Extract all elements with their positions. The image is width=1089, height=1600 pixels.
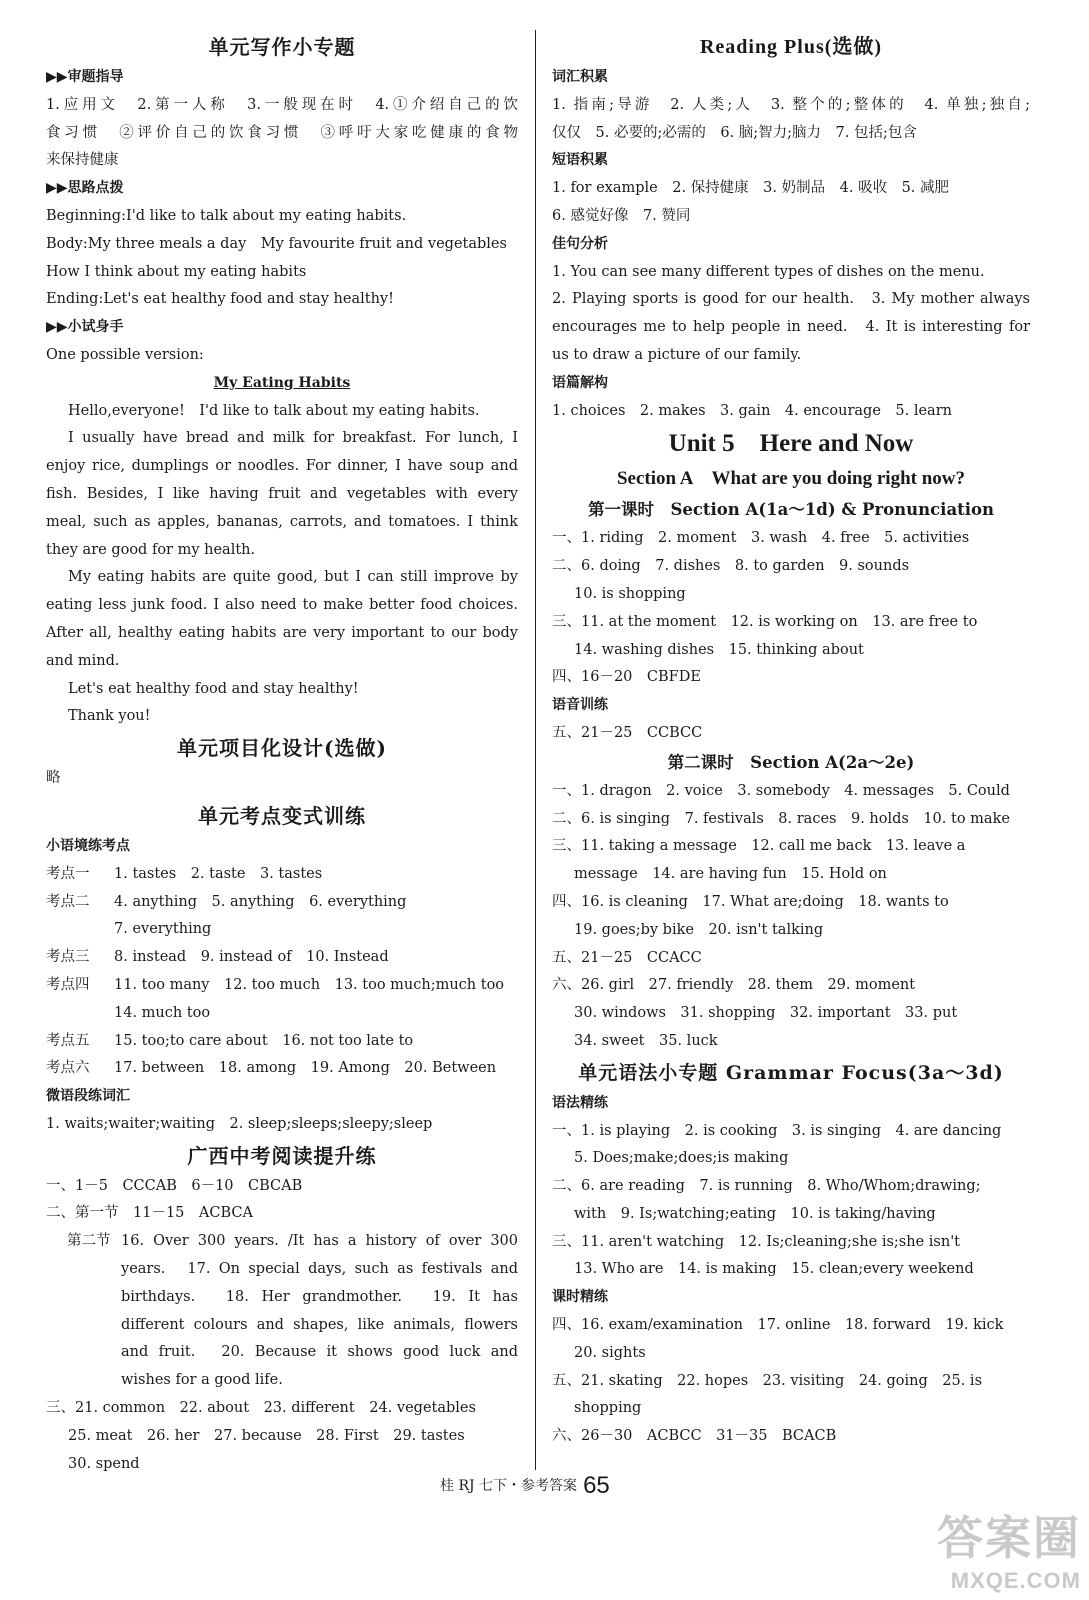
part2-line: years. 17. On special days, such as festivals and [121, 1261, 518, 1278]
essay-line: eating less junk food. I also need to make better food choices. [46, 597, 518, 614]
project-section-title: 单元项目化设计(选做) [177, 736, 387, 761]
phrase-line: 6. 感觉好像 7. 赞同 [552, 207, 691, 224]
reading-answer-line: 一、1－5 CCCAB 6－10 CBCAB [46, 1177, 303, 1194]
grammar-answer-line: 一、1. is playing 2. is cooking 3. is singing 4. are dancing [552, 1122, 1002, 1139]
watermark-logo-text: 答案圈 [937, 1512, 1081, 1564]
task-guide-line: 来保持健康 [46, 152, 119, 169]
part2-line: and fruit. 20. Because it shows good luck and [121, 1344, 518, 1361]
essay-line: they are good for my health. [46, 541, 256, 558]
key-point-answers: 15. too;to care about 16. not too late to [114, 1032, 414, 1049]
essay-title: My Eating Habits [213, 374, 351, 391]
essay-line: After all, healthy eating habits are very important to our body [46, 624, 518, 641]
part2-line: 16. Over 300 years. /It has a history of over 300 [121, 1233, 518, 1250]
ideas-heading: ▶▶思路点拨 [46, 180, 124, 197]
lesson1-answer-line: 二、6. doing 7. dishes 8. to garden 9. sounds [552, 558, 910, 575]
column-divider [535, 30, 536, 1470]
key-point-answers: 17. between 18. among 19. Among 20. Between [114, 1060, 497, 1077]
grammar-answer-line: 三、11. aren't watching 12. Is;cleaning;she is;she isn't [552, 1233, 961, 1250]
sentence-line: 1. You can see many different types of dishes on the menu. [552, 263, 985, 280]
sentence-line: 2. Playing sports is good for our health. 3. My mother always [552, 291, 1030, 308]
lesson2-answer-line: 30. windows 31. shopping 32. important 33. put [574, 1005, 958, 1022]
essay-line: Thank you! [68, 708, 151, 725]
watermark [937, 1502, 1081, 1594]
part3-line: 三、21. common 22. about 23. different 24. vegetables [46, 1400, 476, 1417]
essay-line: Let's eat healthy food and stay healthy! [68, 680, 359, 697]
micro-heading: 微语段练词汇 [46, 1088, 130, 1105]
key-point-row [46, 861, 518, 889]
watermark-url: MXQE.COM [950, 1568, 1081, 1593]
unit-title: Unit 5 Here and Now [668, 430, 914, 458]
lesson2-answer-line: 34. sweet 35. luck [574, 1032, 718, 1049]
grammar-answer-line: 13. Who are 14. is making 15. clean;every weekend [574, 1261, 974, 1278]
right-column [552, 30, 1030, 1451]
lesson-practice-heading: 课时精练 [552, 1289, 608, 1306]
key-point-label: 考点六 [46, 1060, 90, 1077]
task-guide-heading: ▶▶审题指导 [46, 69, 124, 85]
grammar-answer-line: with 9. Is;watching;eating 10. is taking/having [574, 1205, 936, 1222]
part2-line: wishes for a good life. [121, 1372, 283, 1389]
grammar-section-title: 单元语法小专题 Grammar Focus(3a～3d) [578, 1061, 1004, 1084]
lesson2-answer-line: 四、16. is cleaning 17. What are;doing 18. wants to [552, 893, 949, 910]
key-point-label: 考点四 [46, 976, 90, 993]
lesson-practice-line: shopping [574, 1400, 642, 1417]
key-point-answers: 8. instead 9. instead of 10. Instead [114, 949, 389, 966]
sentence-line: us to draw a picture of our family. [552, 346, 802, 363]
context-heading: 小语境练考点 [46, 837, 130, 854]
sentence-heading: 佳句分析 [552, 235, 608, 252]
part2-answers [121, 1228, 518, 1395]
lesson2-answer-line: 二、6. is singing 7. festivals 8. races 9. holds 10. to make [552, 810, 1010, 827]
writing-section-title: 单元写作小专题 [208, 35, 356, 59]
discourse-heading: 语篇解构 [552, 374, 608, 391]
pronunciation-answers: 五、21－25 CCBCC [552, 724, 703, 741]
part3-line: 25. meat 26. her 27. because 28. First 29. tastes [68, 1427, 465, 1444]
vocab-line: 仅仅 5. 必要的;必需的 6. 脑;智力;脑力 7. 包括;包含 [552, 124, 917, 141]
lesson2-answer-line: 一、1. dragon 2. voice 3. somebody 4. messages 5. Could [552, 782, 1010, 799]
page-footer [440, 1472, 610, 1500]
part2-line: birthdays. 18. Her grandmother. 19. It has [121, 1288, 518, 1305]
grammar-answer-line: 二、6. are reading 7. is running 8. Who/Whom;drawing; [552, 1178, 981, 1195]
key-point-answers: 4. anything 5. anything 6. everything [114, 893, 407, 910]
grammar-answer-line: 5. Does;make;does;is making [574, 1150, 789, 1167]
vocab-line: 1. 指南;导游 2. 人类;人 3. 整个的;整体的 4. 单独;独自; [552, 96, 1030, 113]
essay-line: My eating habits are quite good, but I can still improve by [68, 569, 518, 586]
lesson-practice-line: 四、16. exam/examination 17. online 18. forward 19. kick [552, 1317, 1004, 1334]
key-point-continuation: 14. much too [114, 1004, 211, 1021]
essay-line: Hello,everyone! I'd like to talk about my eating habits. [68, 402, 480, 419]
lesson1-answer-line: 三、11. at the moment 12. is working on 13. are free to [552, 613, 978, 630]
lesson1-title: 第一课时 Section A(1a～1d) & Pronunciation [587, 500, 995, 520]
ideas-line: Ending:Let's eat healthy food and stay healthy! [46, 291, 394, 308]
part2-line: different colours and shapes, like animals, flowers [121, 1316, 518, 1333]
essay-line: meal, such as apples, bananas, carrots, and tomatoes. I think [46, 513, 518, 530]
lesson2-answer-line: 三、11. taking a message 12. call me back 13. leave a [552, 838, 966, 855]
sample-intro: One possible version: [46, 346, 204, 363]
part3-line: 30. spend [68, 1455, 140, 1472]
task-guide-line: 食习惯 ②评价自己的饮食习惯 ③呼吁大家吃健康的食物 [46, 124, 518, 141]
discourse-answers: 1. choices 2. makes 3. gain 4. encourage 5. learn [552, 402, 952, 419]
lesson2-title: 第二课时 Section A(2a～2e) [667, 752, 915, 772]
key-point-answers: 11. too many 12. too much 13. too much;much too [114, 976, 505, 993]
key-point-label: 考点二 [46, 893, 90, 910]
ideas-line: How I think about my eating habits [46, 263, 307, 280]
lesson1-answer-line: 10. is shopping [574, 585, 686, 602]
essay-line: fish. Besides, I like having fruit and vegetables with every [46, 485, 518, 502]
key-point-label: 考点五 [46, 1032, 90, 1049]
reading-plus-title: Reading Plus(选做) [699, 36, 883, 58]
key-point-row [46, 889, 518, 917]
lesson2-answer-line: 六、26. girl 27. friendly 28. them 29. moment [552, 977, 916, 994]
key-point-row [46, 1028, 518, 1056]
lesson2-answer-line: message 14. are having fun 15. Hold on [574, 866, 887, 883]
reading-answer-line: 二、第一节 11－15 ACBCA [46, 1205, 253, 1222]
part2-label: 第二节 [67, 1233, 111, 1250]
sentence-line: encourages me to help people in need. 4. It is interesting for [552, 319, 1030, 336]
project-answer: 略 [46, 770, 61, 787]
task-guide-line: 1.应用文 2.第一人称 3.一般现在时 4.①介绍自己的饮 [46, 96, 518, 113]
phrase-heading: 短语积累 [552, 152, 608, 169]
lesson1-answer-line: 四、16－20 CBFDE [552, 669, 701, 686]
ideas-line: Body:My three meals a day My favourite fruit and vegetables [46, 235, 507, 252]
ideas-line: Beginning:I'd like to talk about my eating habits. [46, 207, 407, 224]
key-point-row [46, 972, 518, 1000]
essay-line: I usually have bread and milk for breakfast. For lunch, I [68, 430, 518, 447]
lesson1-answer-line: 14. washing dishes 15. thinking about [574, 641, 864, 658]
key-point-label: 考点一 [46, 865, 90, 882]
lesson-practice-line: 五、21. skating 22. hopes 23. visiting 24. going 25. is [552, 1372, 983, 1389]
key-point-continuation: 7. everything [114, 921, 212, 938]
lesson-practice-line: 六、26－30 ACBCC 31－35 BCACB [552, 1428, 837, 1445]
lesson-practice-line: 20. sights [574, 1344, 646, 1361]
pronunciation-heading: 语音训练 [552, 697, 608, 714]
key-point-row [46, 944, 518, 972]
key-point-row [46, 1055, 518, 1083]
drill-section-title: 单元考点变式训练 [198, 803, 366, 828]
lesson2-answer-line: 五、21－25 CCACC [552, 949, 702, 966]
section-title: Section A What are you doing right now? [616, 468, 966, 490]
essay-line: enjoy rice, dumplings or noodles. For dinner, I have soup and [46, 458, 518, 475]
page-number: 65 [583, 1472, 610, 1499]
key-point-answers: 1. tastes 2. taste 3. tastes [114, 865, 323, 882]
key-point-label: 考点三 [46, 949, 90, 966]
lesson2-answer-line: 19. goes;by bike 20. isn't talking [574, 921, 824, 938]
reading-section-title: 广西中考阅读提升练 [187, 1143, 377, 1168]
vocab-heading: 词汇积累 [552, 69, 608, 85]
try-heading: ▶▶小试身手 [46, 319, 124, 336]
part2-block [46, 1228, 518, 1395]
essay-line: and mind. [46, 652, 120, 669]
footer-text: 桂 RJ 七下・参考答案 [440, 1478, 578, 1494]
left-column [46, 30, 518, 1478]
lesson1-answer-line: 一、1. riding 2. moment 3. wash 4. free 5. activities [552, 530, 970, 547]
phrase-line: 1. for example 2. 保持健康 3. 奶制品 4. 吸收 5. 减肥 [552, 180, 950, 197]
grammar-practice-heading: 语法精练 [552, 1094, 608, 1111]
micro-answers: 1. waits;waiter;waiting 2. sleep;sleeps;sleepy;sleep [46, 1115, 433, 1132]
